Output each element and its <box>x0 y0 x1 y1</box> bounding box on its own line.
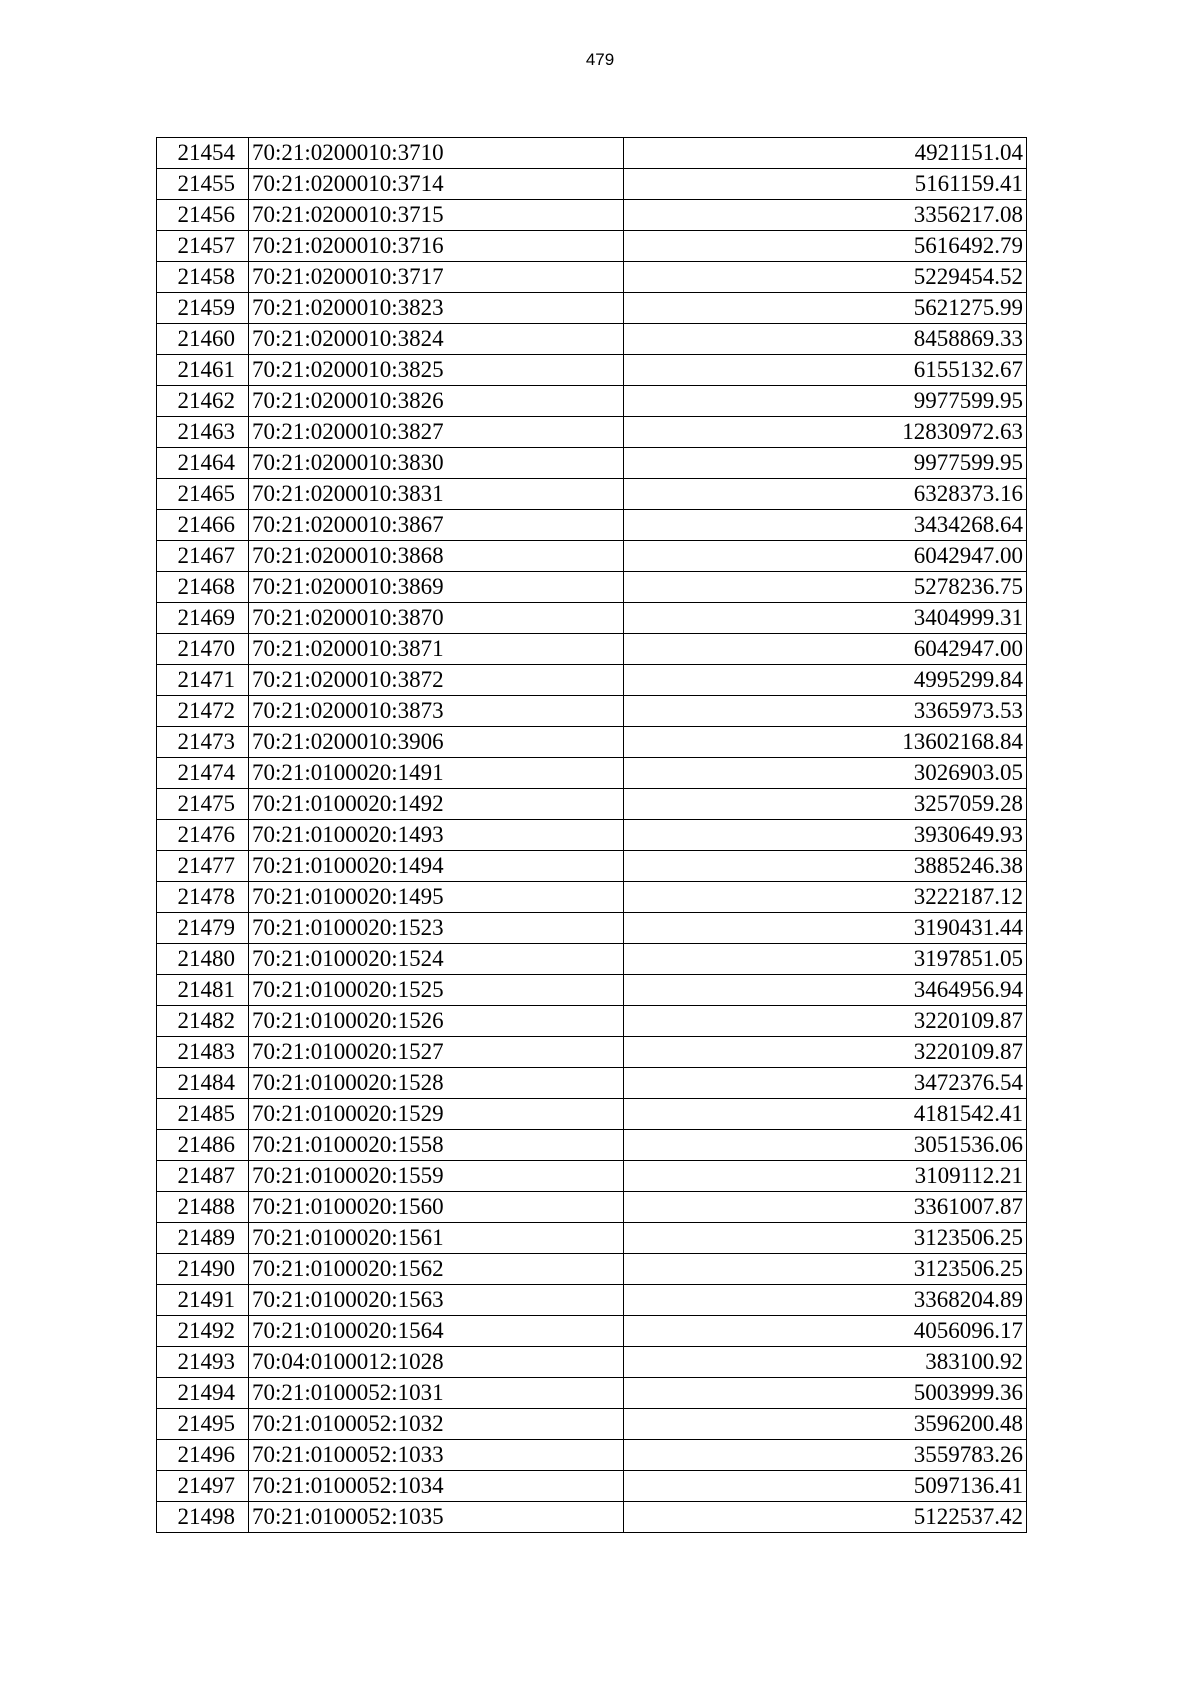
cadastral-number-cell: 70:21:0200010:3710 <box>249 138 624 169</box>
table-row <box>157 138 1027 169</box>
value-cell: 383100.92 <box>624 1347 1027 1378</box>
row-number-cell: 21461 <box>157 355 249 386</box>
table-row <box>157 1254 1027 1285</box>
cadastral-number-cell: 70:21:0200010:3869 <box>249 572 624 603</box>
cadastral-number-cell: 70:21:0200010:3873 <box>249 696 624 727</box>
row-number-cell: 21475 <box>157 789 249 820</box>
table-row <box>157 1068 1027 1099</box>
table-row <box>157 851 1027 882</box>
cadastral-number-cell: 70:21:0100020:1523 <box>249 913 624 944</box>
value-cell: 5278236.75 <box>624 572 1027 603</box>
table-row <box>157 1471 1027 1502</box>
cadastral-number-cell: 70:21:0100020:1564 <box>249 1316 624 1347</box>
value-cell: 6328373.16 <box>624 479 1027 510</box>
cadastral-number-cell: 70:21:0200010:3831 <box>249 479 624 510</box>
value-cell: 3220109.87 <box>624 1006 1027 1037</box>
table-row <box>157 293 1027 324</box>
cadastral-number-cell: 70:21:0200010:3716 <box>249 231 624 262</box>
row-number-cell: 21491 <box>157 1285 249 1316</box>
row-number-cell: 21487 <box>157 1161 249 1192</box>
cadastral-number-cell: 70:21:0100020:1525 <box>249 975 624 1006</box>
table-row <box>157 975 1027 1006</box>
value-cell: 3222187.12 <box>624 882 1027 913</box>
value-cell: 3220109.87 <box>624 1037 1027 1068</box>
cadastral-number-cell: 70:21:0200010:3871 <box>249 634 624 665</box>
row-number-cell: 21460 <box>157 324 249 355</box>
cadastral-number-cell: 70:21:0200010:3906 <box>249 727 624 758</box>
row-number-cell: 21454 <box>157 138 249 169</box>
row-number-cell: 21458 <box>157 262 249 293</box>
value-cell: 5097136.41 <box>624 1471 1027 1502</box>
value-cell: 5122537.42 <box>624 1502 1027 1533</box>
table-row <box>157 634 1027 665</box>
table-row <box>157 944 1027 975</box>
table-row <box>157 1409 1027 1440</box>
value-cell: 12830972.63 <box>624 417 1027 448</box>
cadastral-number-cell: 70:21:0100052:1034 <box>249 1471 624 1502</box>
row-number-cell: 21489 <box>157 1223 249 1254</box>
row-number-cell: 21472 <box>157 696 249 727</box>
cadastral-number-cell: 70:21:0200010:3717 <box>249 262 624 293</box>
row-number-cell: 21471 <box>157 665 249 696</box>
table-row <box>157 355 1027 386</box>
cadastral-number-cell: 70:21:0100020:1561 <box>249 1223 624 1254</box>
cadastral-number-cell: 70:21:0200010:3830 <box>249 448 624 479</box>
row-number-cell: 21470 <box>157 634 249 665</box>
row-number-cell: 21484 <box>157 1068 249 1099</box>
value-cell: 3885246.38 <box>624 851 1027 882</box>
cadastral-number-cell: 70:21:0100020:1563 <box>249 1285 624 1316</box>
cadastral-number-cell: 70:21:0100052:1035 <box>249 1502 624 1533</box>
value-cell: 3026903.05 <box>624 758 1027 789</box>
table-row <box>157 169 1027 200</box>
row-number-cell: 21498 <box>157 1502 249 1533</box>
value-cell: 3434268.64 <box>624 510 1027 541</box>
cadastral-number-cell: 70:21:0100020:1527 <box>249 1037 624 1068</box>
value-cell: 3051536.06 <box>624 1130 1027 1161</box>
table-row <box>157 479 1027 510</box>
row-number-cell: 21481 <box>157 975 249 1006</box>
table-row <box>157 386 1027 417</box>
value-cell: 9977599.95 <box>624 448 1027 479</box>
value-cell: 3368204.89 <box>624 1285 1027 1316</box>
value-cell: 5616492.79 <box>624 231 1027 262</box>
cadastral-number-cell: 70:21:0100020:1558 <box>249 1130 624 1161</box>
row-number-cell: 21473 <box>157 727 249 758</box>
table-row <box>157 882 1027 913</box>
table-row <box>157 1223 1027 1254</box>
value-cell: 9977599.95 <box>624 386 1027 417</box>
cadastral-number-cell: 70:21:0100020:1529 <box>249 1099 624 1130</box>
cadastral-number-cell: 70:21:0100020:1560 <box>249 1192 624 1223</box>
row-number-cell: 21482 <box>157 1006 249 1037</box>
value-cell: 3356217.08 <box>624 200 1027 231</box>
cadastral-number-cell: 70:21:0200010:3715 <box>249 200 624 231</box>
table-row <box>157 789 1027 820</box>
cadastral-number-cell: 70:21:0100020:1526 <box>249 1006 624 1037</box>
row-number-cell: 21474 <box>157 758 249 789</box>
table-row <box>157 324 1027 355</box>
table-row <box>157 1130 1027 1161</box>
row-number-cell: 21488 <box>157 1192 249 1223</box>
value-cell: 3257059.28 <box>624 789 1027 820</box>
row-number-cell: 21477 <box>157 851 249 882</box>
cadastral-number-cell: 70:21:0200010:3870 <box>249 603 624 634</box>
row-number-cell: 21497 <box>157 1471 249 1502</box>
cadastral-number-cell: 70:21:0100020:1528 <box>249 1068 624 1099</box>
row-number-cell: 21490 <box>157 1254 249 1285</box>
table-row <box>157 1502 1027 1533</box>
cadastral-number-cell: 70:21:0200010:3824 <box>249 324 624 355</box>
row-number-cell: 21459 <box>157 293 249 324</box>
table-row <box>157 200 1027 231</box>
cadastral-number-cell: 70:21:0100052:1032 <box>249 1409 624 1440</box>
value-cell: 5229454.52 <box>624 262 1027 293</box>
cadastral-number-cell: 70:21:0100020:1495 <box>249 882 624 913</box>
row-number-cell: 21478 <box>157 882 249 913</box>
cadastral-number-cell: 70:21:0100020:1494 <box>249 851 624 882</box>
value-cell: 4056096.17 <box>624 1316 1027 1347</box>
row-number-cell: 21494 <box>157 1378 249 1409</box>
value-cell: 3930649.93 <box>624 820 1027 851</box>
value-cell: 5621275.99 <box>624 293 1027 324</box>
row-number-cell: 21496 <box>157 1440 249 1471</box>
row-number-cell: 21476 <box>157 820 249 851</box>
row-number-cell: 21492 <box>157 1316 249 1347</box>
row-number-cell: 21467 <box>157 541 249 572</box>
cadastral-number-cell: 70:21:0200010:3826 <box>249 386 624 417</box>
row-number-cell: 21456 <box>157 200 249 231</box>
table-row <box>157 820 1027 851</box>
value-cell: 3464956.94 <box>624 975 1027 1006</box>
value-cell: 3404999.31 <box>624 603 1027 634</box>
cadastral-number-cell: 70:21:0100052:1031 <box>249 1378 624 1409</box>
table-row <box>157 417 1027 448</box>
table-row <box>157 1037 1027 1068</box>
cadastral-number-cell: 70:21:0200010:3825 <box>249 355 624 386</box>
table-row <box>157 448 1027 479</box>
cadastral-number-cell: 70:21:0200010:3823 <box>249 293 624 324</box>
table-row <box>157 603 1027 634</box>
table-row <box>157 262 1027 293</box>
table-row <box>157 696 1027 727</box>
value-cell: 3361007.87 <box>624 1192 1027 1223</box>
page-number: 479 <box>585 50 615 69</box>
table-row <box>157 1316 1027 1347</box>
value-cell: 3190431.44 <box>624 913 1027 944</box>
value-cell: 5161159.41 <box>624 169 1027 200</box>
row-number-cell: 21486 <box>157 1130 249 1161</box>
value-cell: 6042947.00 <box>624 634 1027 665</box>
value-cell: 13602168.84 <box>624 727 1027 758</box>
value-cell: 3365973.53 <box>624 696 1027 727</box>
table-row <box>157 1006 1027 1037</box>
row-number-cell: 21466 <box>157 510 249 541</box>
table-row <box>157 913 1027 944</box>
table-row <box>157 758 1027 789</box>
value-cell: 3109112.21 <box>624 1161 1027 1192</box>
table-row <box>157 1161 1027 1192</box>
value-cell: 4921151.04 <box>624 138 1027 169</box>
value-cell: 4181542.41 <box>624 1099 1027 1130</box>
value-cell: 6155132.67 <box>624 355 1027 386</box>
table-row <box>157 572 1027 603</box>
table-row <box>157 1099 1027 1130</box>
cadastral-number-cell: 70:21:0100052:1033 <box>249 1440 624 1471</box>
value-cell: 4995299.84 <box>624 665 1027 696</box>
table-row <box>157 727 1027 758</box>
table-row <box>157 1440 1027 1471</box>
value-cell: 3197851.05 <box>624 944 1027 975</box>
row-number-cell: 21469 <box>157 603 249 634</box>
cadastral-number-cell: 70:21:0100020:1493 <box>249 820 624 851</box>
cadastral-number-cell: 70:21:0200010:3827 <box>249 417 624 448</box>
value-cell: 3123506.25 <box>624 1223 1027 1254</box>
row-number-cell: 21465 <box>157 479 249 510</box>
row-number-cell: 21493 <box>157 1347 249 1378</box>
row-number-cell: 21463 <box>157 417 249 448</box>
table-row <box>157 510 1027 541</box>
row-number-cell: 21479 <box>157 913 249 944</box>
table-row <box>157 1192 1027 1223</box>
row-number-cell: 21485 <box>157 1099 249 1130</box>
cadastral-number-cell: 70:21:0100020:1492 <box>249 789 624 820</box>
row-number-cell: 21457 <box>157 231 249 262</box>
table-row <box>157 1378 1027 1409</box>
row-number-cell: 21480 <box>157 944 249 975</box>
row-number-cell: 21495 <box>157 1409 249 1440</box>
value-cell: 3123506.25 <box>624 1254 1027 1285</box>
row-number-cell: 21468 <box>157 572 249 603</box>
cadastral-number-cell: 70:21:0100020:1562 <box>249 1254 624 1285</box>
cadastral-number-cell: 70:21:0100020:1559 <box>249 1161 624 1192</box>
cadastral-number-cell: 70:04:0100012:1028 <box>249 1347 624 1378</box>
table-row <box>157 1285 1027 1316</box>
cadastral-value-table <box>156 137 1027 1533</box>
table-row <box>157 231 1027 262</box>
row-number-cell: 21483 <box>157 1037 249 1068</box>
row-number-cell: 21464 <box>157 448 249 479</box>
value-cell: 6042947.00 <box>624 541 1027 572</box>
cadastral-number-cell: 70:21:0100020:1491 <box>249 758 624 789</box>
cadastral-number-cell: 70:21:0200010:3868 <box>249 541 624 572</box>
value-cell: 8458869.33 <box>624 324 1027 355</box>
cadastral-number-cell: 70:21:0200010:3867 <box>249 510 624 541</box>
table-row <box>157 1347 1027 1378</box>
cadastral-number-cell: 70:21:0200010:3872 <box>249 665 624 696</box>
value-cell: 3596200.48 <box>624 1409 1027 1440</box>
row-number-cell: 21455 <box>157 169 249 200</box>
table-row <box>157 665 1027 696</box>
value-cell: 3472376.54 <box>624 1068 1027 1099</box>
cadastral-number-cell: 70:21:0100020:1524 <box>249 944 624 975</box>
cadastral-number-cell: 70:21:0200010:3714 <box>249 169 624 200</box>
row-number-cell: 21462 <box>157 386 249 417</box>
value-cell: 3559783.26 <box>624 1440 1027 1471</box>
table-body <box>157 138 1027 1533</box>
value-cell: 5003999.36 <box>624 1378 1027 1409</box>
table-row <box>157 541 1027 572</box>
